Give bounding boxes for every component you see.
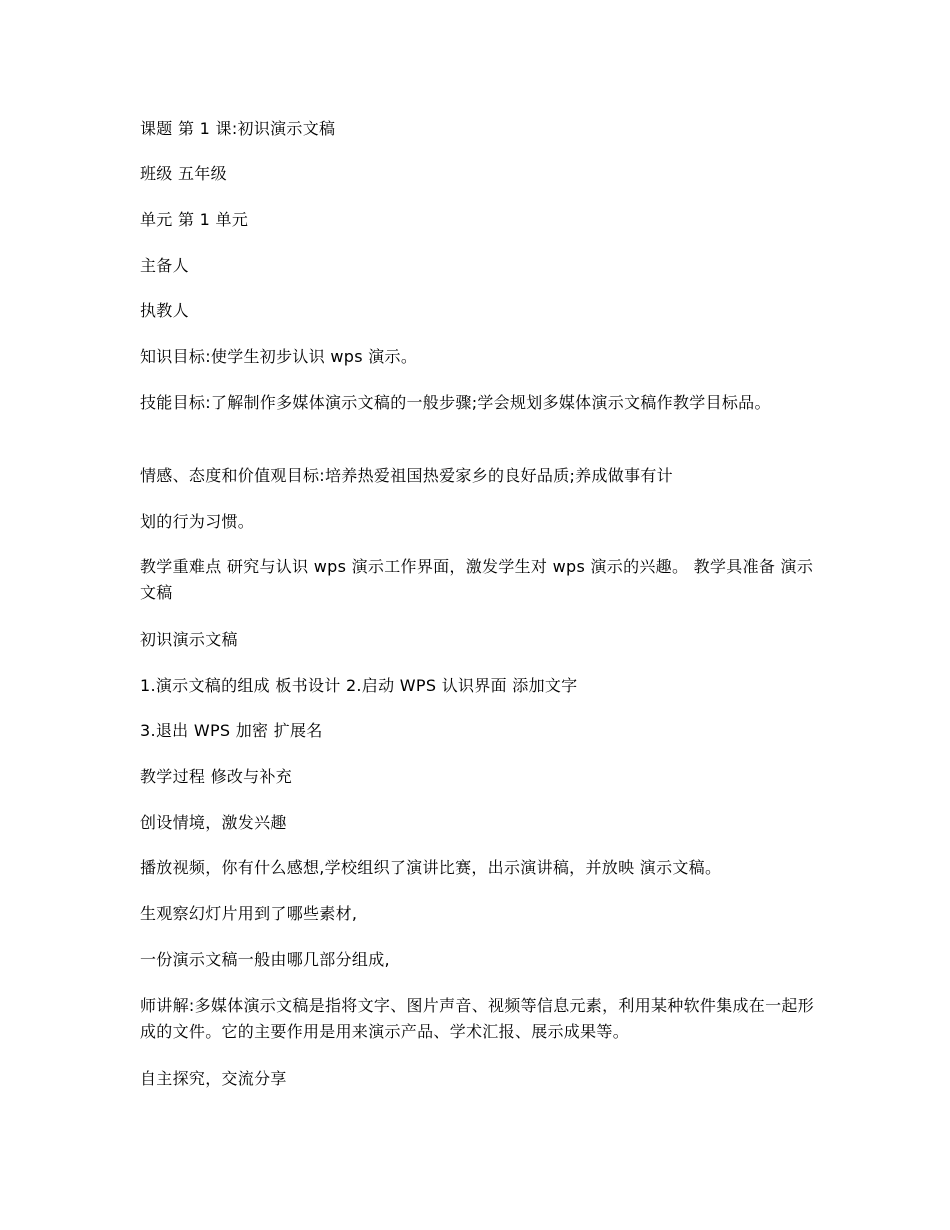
knowledge-goal: 知识目标:使学生初步认识 wps 演示。 bbox=[140, 347, 418, 366]
key-points-and-materials: 教学重难点 研究与认识 wps 演示工作界面，激发学生对 wps 演示的兴趣。 教学具准备 演示文稿 bbox=[140, 557, 814, 602]
lesson-title-line: 课题 第 1 课:初识演示文稿 bbox=[140, 119, 336, 138]
observe-slides-paragraph: 生观察幻灯片用到了哪些素材, bbox=[140, 904, 358, 923]
section-heading-intro: 初识演示文稿 bbox=[140, 630, 238, 649]
step-self-explore: 自主探究，交流分享 bbox=[140, 1069, 287, 1088]
composition-question-paragraph: 一份演示文稿一般由哪几部分组成, bbox=[140, 950, 390, 969]
skill-goal: 技能目标:了解制作多媒体演示文稿的一般步骤;学会规划多媒体演示文稿作教学目标品。 bbox=[140, 393, 771, 412]
teacher-explanation-paragraph: 师讲解:多媒体演示文稿是指将文字、图片声音、视频等信息元素，利用某种软件集成在一起形成的文件。它的主要作用是用来演示产品、学术汇报、展示成果等。 bbox=[140, 996, 814, 1041]
board-design-line-2: 3.退出 WPS 加密 扩展名 bbox=[140, 721, 323, 740]
class-line: 班级 五年级 bbox=[140, 164, 227, 183]
step-create-situation: 创设情境，激发兴趣 bbox=[140, 813, 287, 832]
unit-line: 单元 第 1 单元 bbox=[140, 210, 249, 229]
board-design-line-1: 1.演示文稿的组成 板书设计 2.启动 WPS 认识界面 添加文字 bbox=[140, 676, 578, 695]
lead-preparer-line: 主备人 bbox=[140, 256, 189, 275]
teacher-line: 执教人 bbox=[140, 301, 189, 320]
emotion-goal: 情感、态度和价值观目标:培养热爱祖国热爱家乡的良好品质;养成做事有计 bbox=[140, 466, 673, 485]
play-video-paragraph: 播放视频，你有什么感想,学校组织了演讲比赛，出示演讲稿，并放映 演示文稿。 bbox=[140, 858, 722, 877]
teaching-process-heading: 教学过程 修改与补充 bbox=[140, 767, 293, 786]
emotion-goal-continued: 划的行为习惯。 bbox=[140, 512, 255, 531]
